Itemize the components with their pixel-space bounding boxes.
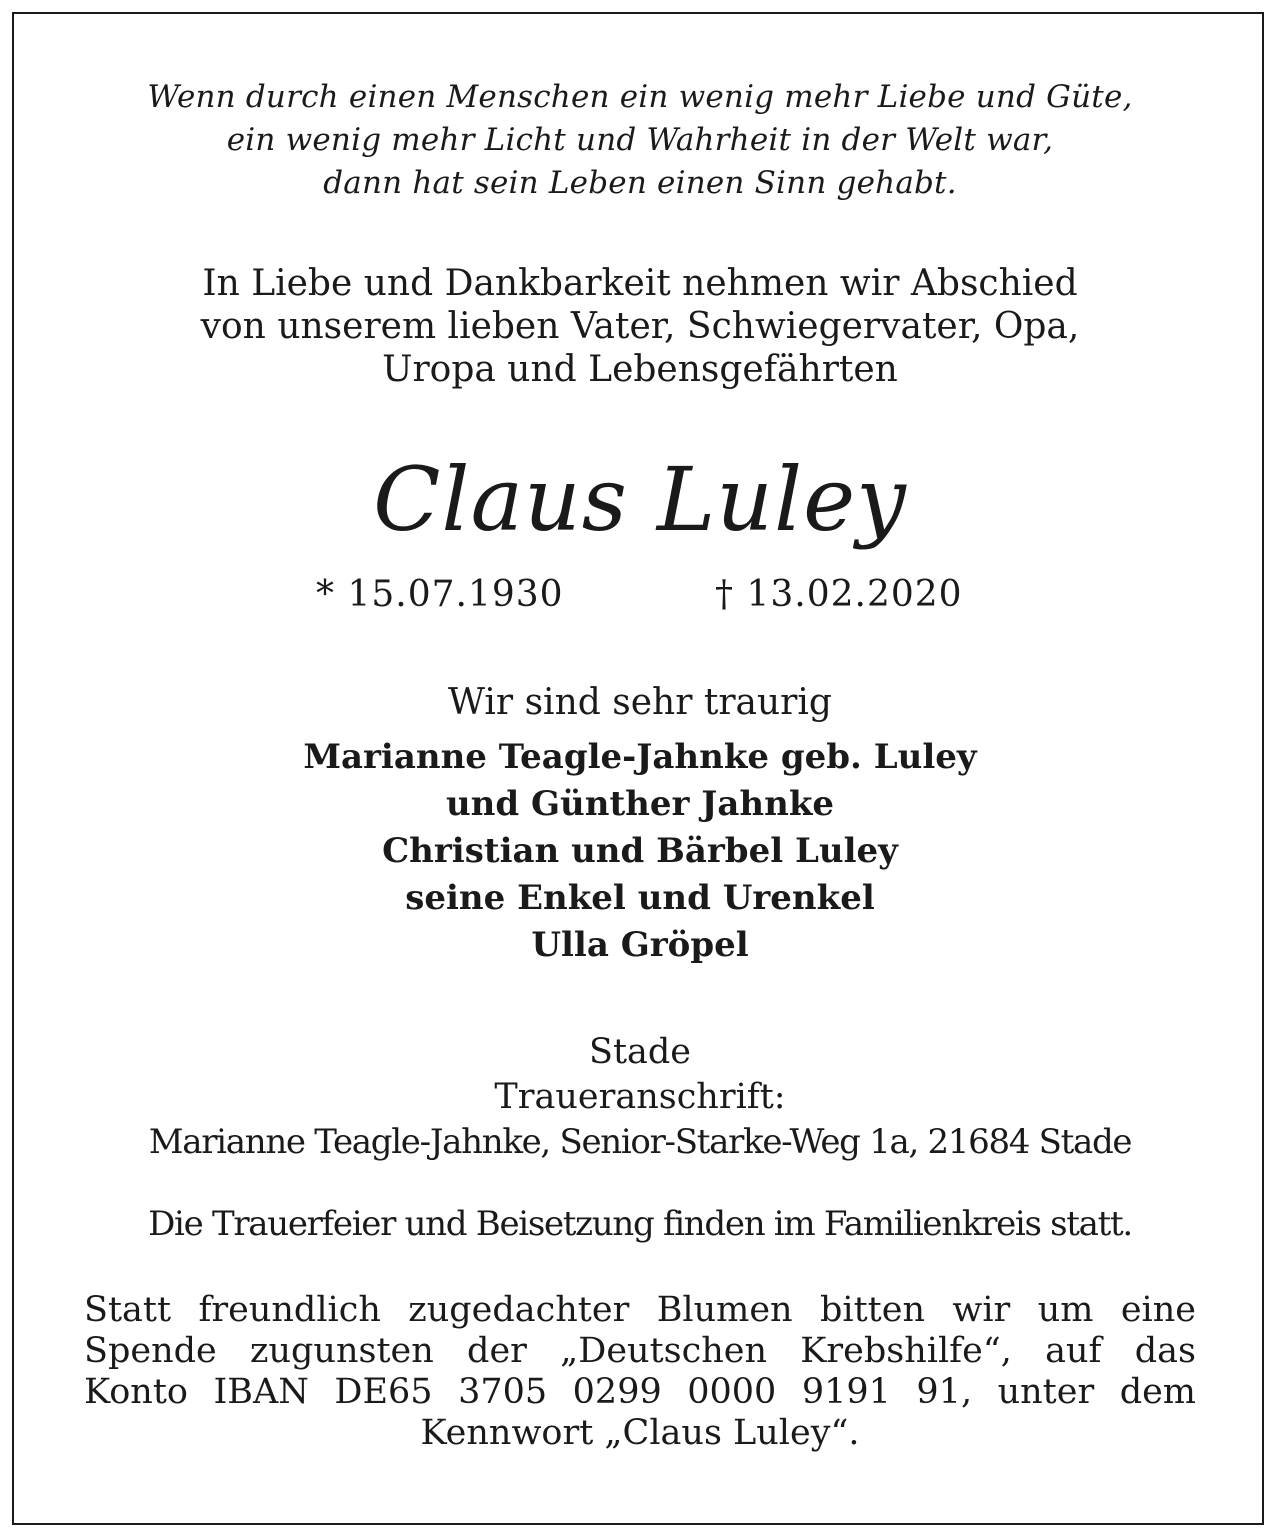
- donation-line: Konto IBAN DE65 3705 0299 0000 9191 91, unter dem: [84, 1372, 1196, 1412]
- mourners-list: [60, 734, 1220, 969]
- life-dates: [60, 572, 1220, 618]
- farewell-intro: [60, 262, 1220, 391]
- mourner-line: Ulla Gröpel: [531, 925, 749, 965]
- donation-line: Statt freundlich zugedachter Blumen bitten wir um eine: [84, 1290, 1196, 1330]
- birth-date: * 15.07.1930: [316, 574, 564, 615]
- mourning-address: Marianne Teagle-Jahnke, Senior-Starke-Weg 1a, 21684 Stade: [148, 1122, 1132, 1162]
- death-date: † 13.02.2020: [715, 574, 963, 615]
- intro-line: von unserem lieben Vater, Schwiegervater, Opa,: [200, 306, 1080, 347]
- donation-line: Kennwort „Claus Luley“.: [420, 1413, 860, 1453]
- motto-line: dann hat sein Leben einen Sinn gehabt.: [323, 165, 957, 201]
- place-section: [60, 1030, 1220, 1120]
- mourner-line: und Günther Jahnke: [445, 784, 835, 824]
- address-label: Traueranschrift:: [494, 1077, 786, 1117]
- motto-line: ein wenig mehr Licht und Wahrheit in der Welt war,: [226, 122, 1054, 158]
- motto-line: Wenn durch einen Menschen ein wenig mehr Liebe und Güte,: [147, 79, 1133, 115]
- mourning-line: Wir sind sehr traurig: [448, 682, 832, 723]
- funeral-note: Die Trauerfeier und Beisetzung finden im Familienkreis statt.: [148, 1204, 1132, 1244]
- motto-quote: [60, 76, 1220, 205]
- deceased-name: Claus Luley: [373, 448, 907, 551]
- intro-line: Uropa und Lebensgefährten: [382, 349, 898, 390]
- mourner-line: seine Enkel und Urenkel: [405, 878, 875, 918]
- mourner-line: Marianne Teagle-Jahnke geb. Luley: [303, 737, 977, 777]
- intro-line: In Liebe und Dankbarkeit nehmen wir Abschied: [202, 263, 1078, 304]
- donation-note: [84, 1290, 1196, 1454]
- donation-line: Spende zugunsten der „Deutschen Krebshilfe“, auf das: [84, 1331, 1196, 1371]
- place-name: Stade: [588, 1032, 692, 1072]
- mourner-line: Christian und Bärbel Luley: [382, 831, 898, 871]
